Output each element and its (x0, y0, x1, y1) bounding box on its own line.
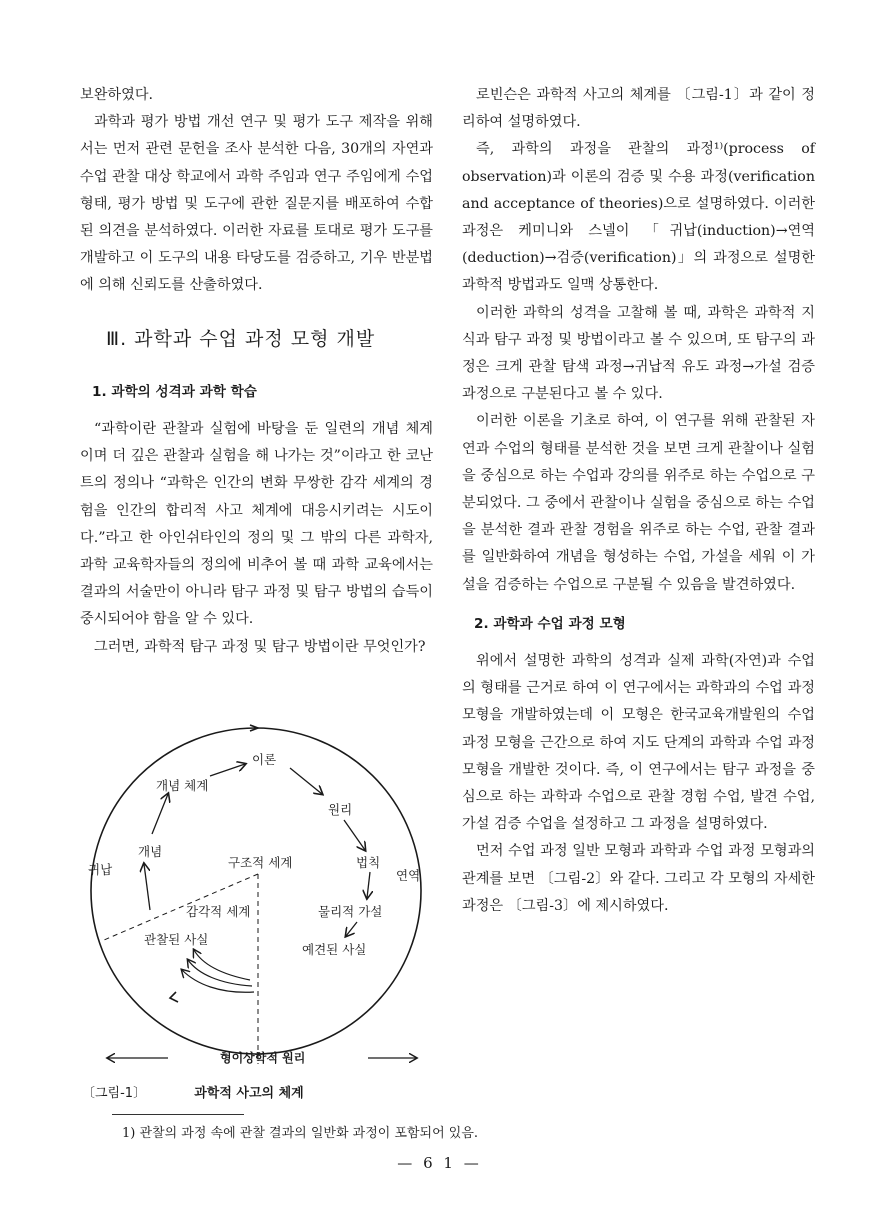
label-deduction: 연역 (396, 868, 421, 883)
arrow-theory-to-principle (290, 768, 322, 794)
outer-cycle-circle (91, 728, 421, 1054)
figure-number: 〔그림-1〕 (82, 1086, 147, 1101)
label-concept-system: 개념 체계 (156, 778, 209, 793)
label-sensory-world: 감각적 세계 (186, 904, 251, 919)
cycle-arrow-bottom (170, 992, 178, 1002)
subsection-heading: 2. 과학과 수업 과정 모형 (474, 615, 626, 632)
footnote: 1) 관찰의 과정 속에 관찰 결과의 일반화 과정이 포함되어 있음. (122, 1126, 479, 1141)
label-observed-fact: 관찰된 사실 (144, 932, 209, 947)
paragraph: 먼저 수업 과정 일반 모형과 과학과 수업 과정 모형과의 관계를 보면 〔그림-2〕와 같다. 그리고 각 모형의 자세한 과정은 〔그림-3〕에 제시하였다. (462, 843, 815, 914)
arrow-observation-3 (182, 970, 254, 992)
right-column (462, 82, 815, 920)
scientific-thinking-diagram (80, 712, 440, 1070)
arrow-fact-to-concept (144, 864, 150, 910)
paragraph: 이러한 과학의 성격을 고찰해 볼 때, 과학은 과학적 지식과 탐구 과정 및 방법이라고 볼 수 있으며, 또 탐구의 과정은 크게 관찰 탐색 과정→귀납적 유도 과정→가설 검증 과정으로 구분된다고 볼 수 있다. (462, 304, 815, 403)
label-law: 법칙 (356, 855, 381, 870)
arrow-concept-to-concept-system (152, 794, 168, 834)
arrow-principle-to-law (344, 820, 365, 850)
label-metaphysical-principle: 형이상학적 원리 (220, 1051, 306, 1065)
label-principle: 원리 (328, 802, 353, 817)
label-concept: 개념 (138, 844, 163, 859)
paragraph: 로빈슨은 과학적 사고의 체계를 〔그림-1〕과 같이 정리하여 설명하였다. (462, 87, 815, 131)
paragraph: 즉, 과학의 과정을 관찰의 과정¹⁾(process of observation)과 이론의 검증 및 수용 과정(verification and acceptance of theories)으로 설명하였다. 이러한 과정은 케미니와 스넬이 「귀납(induction)→연역 (deduction)→검증(verification)」의 과정으로 설명한 과학적 방법과도 일맥 상통한다. (462, 141, 815, 294)
label-induction: 귀납 (88, 862, 113, 877)
paragraph: 보완하였다. (80, 87, 154, 103)
paragraph: 과학과 평가 방법 개선 연구 및 평가 도구 제작을 위해서는 먼저 관련 문헌을 조사 분석한 다음, 30개의 자연과 수업 관찰 대상 학교에서 과학 주임과 연구 주임에게 수업 형태, 평가 방법 및 도구에 관한 질문지를 배포하여 수합된 의견을 분석하였다. 이러한 자료를 토대로 평가 도구를 개발하고 이 도구의 내용 타당도를 검증하고, 기우 반분법에 의해 신뢰도를 산출하였다. (80, 114, 433, 294)
label-predicted-fact: 예견된 사실 (302, 942, 367, 957)
page-number: — 6 1 — (397, 1154, 482, 1172)
left-column (80, 82, 433, 661)
label-physical-hypothesis: 물리적 가설 (318, 904, 383, 919)
paragraph: 이러한 이론을 기초로 하여, 이 연구를 위해 관찰된 자연과 수업의 형태를 분석한 것을 보면 크게 관찰이나 실험을 중심으로 하는 수업과 강의를 위주로 하는 수업으로 구분되었다. 그 중에서 관찰이나 실험을 중심으로 하는 수업을 분석한 결과 관찰 경험을 위주로 하는 수업, 관찰 결과를 일반화하여 개념을 형성하는 수업, 가설을 세워 이 가설을 검증하는 수업으로 구분될 수 있음을 발견하였다. (462, 413, 815, 593)
subsection-heading: 1. 과학의 성격과 과학 학습 (92, 383, 257, 400)
label-theory: 이론 (252, 752, 277, 767)
footnote-divider (112, 1114, 244, 1115)
figure-caption (82, 1082, 304, 1101)
label-structural-world: 구조적 세계 (228, 855, 293, 870)
arrow-hypothesis-to-predicted (346, 922, 357, 936)
paragraph: 그러면, 과학적 탐구 과정 및 탐구 방법이란 무엇인가? (94, 638, 426, 655)
arrow-law-to-hypothesis (367, 872, 370, 898)
paragraph: 위에서 설명한 과학의 성격과 실제 과학(자연)과 수업의 형태를 근거로 하여 이 연구에서는 과학과의 수업 과정 모형을 개발하였는데 이 모형은 한국교육개발원의 수업 과정 모형을 근간으로 하여 지도 단계의 과학과 수업 과정 모형을 개발한 것이다. 즉, 이 연구에서는 탐구 과정을 중심으로 하는 과학과 수업으로 관찰 경험 수업, 발견 수업, 가설 검증 수업을 설정하고 그 과정을 설명하였다. (462, 653, 815, 833)
arrow-concept-system-to-theory (210, 764, 245, 776)
figure-title: 과학적 사고의 체계 (194, 1086, 304, 1101)
arrow-observation-1 (194, 950, 250, 980)
paragraph: “과학이란 관찰과 실험에 바탕을 둔 일련의 개념 체계이며 더 깊은 관찰과 실험을 해 나가는 것”이라고 한 코난트의 정의나 “과학은 인간의 변화 무쌍한 감각 세계의 경험을 인간의 합리적 사고 체계에 대응시키려는 시도이다.”라고 한 아인쉬타인의 정의 및 그 밖의 다른 과학자, 과학 교육학자들의 정의에 비추어 볼 때 과학 교육에서는 결과의 서술만이 아니라 탐구 과정 및 탐구 방법의 습득이 중시되어야 함을 알 수 있다. (80, 421, 433, 628)
section-heading: Ⅲ. 과학과 수업 과정 모형 개발 (106, 327, 376, 350)
